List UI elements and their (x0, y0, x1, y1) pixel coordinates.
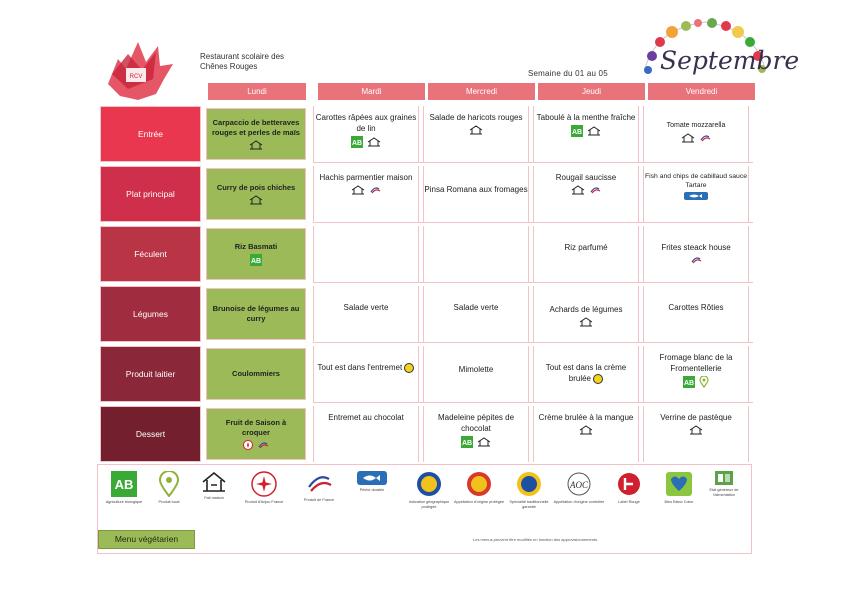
legend-item (698, 471, 750, 498)
dish-name: Achards de légumes (549, 305, 623, 314)
label-rouge-icon (616, 471, 642, 497)
dish-name: Mimolette (458, 365, 494, 374)
category-label: Légumes (133, 309, 168, 319)
france-icon (257, 440, 269, 450)
school-name (200, 52, 284, 72)
dish-name: Curry de pois chiches (216, 183, 296, 192)
house-icon (201, 471, 227, 493)
dish-name: Frites steack house (661, 243, 731, 252)
school-name-line2: Chênes Rouges (200, 62, 258, 71)
vegetarian-menu-button[interactable]: Menu végétarien (98, 530, 195, 549)
dish-dessert-jeudi (533, 406, 639, 462)
house-icon (571, 185, 585, 195)
legend-label: Fait maison (204, 496, 224, 500)
fish-icon (357, 471, 387, 485)
day-header-mercredi: Mercredi (428, 83, 535, 100)
dish-legumes-vendredi (643, 286, 749, 342)
category-label: Produit laitier (125, 369, 176, 379)
legend-label: Bleu Blanc Cœur (664, 500, 694, 504)
dish-name: Fromage blanc de la Fromentellerie (659, 353, 733, 373)
dish-feculent-jeudi (533, 226, 639, 282)
legend-label: Spécialité traditionnelle garantie (509, 500, 549, 509)
local-pin-icon (699, 376, 709, 388)
house-icon (681, 133, 695, 143)
house-icon (579, 425, 593, 435)
svg-text:AB: AB (571, 129, 583, 136)
category-entree (100, 106, 201, 162)
house-icon (249, 140, 263, 150)
dish-feculent-lundi (206, 228, 306, 280)
row-divider (313, 282, 753, 283)
dish-name: Riz parfumé (564, 243, 608, 252)
dish-plat-lundi (206, 168, 306, 220)
restaurant-logo (98, 34, 198, 104)
dish-entree-jeudi (533, 106, 639, 162)
france-icon (699, 133, 711, 143)
france-icon (369, 185, 381, 195)
school-name-line1: Restaurant scolaire des (200, 52, 285, 61)
house-icon (477, 437, 491, 447)
legend-item (188, 471, 240, 501)
dish-name: Hachis parmentier maison (319, 173, 413, 182)
dish-name: Entremet au chocolat (328, 413, 404, 422)
legend-label: Appellation d'origine contrôlée (553, 500, 605, 504)
category-label: Féculent (134, 249, 167, 259)
egalim-icon (715, 471, 733, 485)
svg-text:AB: AB (683, 380, 695, 387)
dish-laitier-mardi (313, 346, 419, 402)
legend-note: Les menus peuvent être modifiés en fonction des approvisionnements. (473, 537, 599, 542)
row-divider (313, 342, 753, 343)
legend-item (293, 471, 345, 503)
logo-text: RCV (129, 74, 143, 80)
france-icon (690, 255, 702, 265)
fish-icon (684, 192, 708, 200)
house-icon (367, 137, 381, 147)
dish-name: Rougail saucisse (555, 173, 617, 182)
day-header-jeudi: Jeudi (538, 83, 645, 100)
dish-laitier-lundi (206, 348, 306, 400)
local-pin-icon (158, 471, 180, 497)
legend-item (346, 471, 398, 493)
dish-feculent-vendredi (643, 226, 749, 282)
dish-name: Pinsa Romana aux fromages (424, 185, 528, 194)
dish-name: Salade verte (343, 302, 389, 312)
dish-dessert-mardi (313, 406, 419, 462)
dish-name: Riz Basmati (234, 242, 278, 251)
legend-label: Indication géographique protégée (408, 500, 450, 509)
dish-name: Salade verte (453, 302, 499, 312)
france-icon (306, 471, 332, 495)
dish-name: Tomate mozzarella (666, 122, 726, 129)
legend (97, 464, 752, 554)
house-icon (469, 125, 483, 135)
category-label: Dessert (135, 429, 166, 439)
dish-laitier-jeudi (533, 346, 639, 402)
month-title: Septembre (660, 46, 800, 75)
anjou-icon (243, 440, 253, 450)
france-icon (589, 185, 601, 195)
dish-name: Tout est dans la crème brulée (545, 363, 627, 383)
dish-plat-jeudi (533, 166, 639, 222)
category-feculent (100, 226, 201, 282)
dish-name: Tout est dans l'entremet (318, 362, 415, 373)
dish-plat-vendredi (643, 166, 749, 222)
legend-label: Agriculture biologique (105, 500, 143, 504)
dish-legumes-lundi (206, 288, 306, 340)
stg-icon (516, 471, 542, 497)
row-divider (313, 162, 753, 163)
dish-laitier-vendredi (643, 346, 749, 402)
legend-label: Pêche durable (359, 488, 385, 492)
dish-name: Verrine de pastèque (660, 413, 732, 422)
dish-name: Carottes râpées aux graines de lin (315, 113, 417, 133)
dish-feculent-mardi (313, 226, 419, 282)
legend-label: Produit d'Anjou France (244, 500, 284, 504)
dish-name: Brunoise de légumes au curry (212, 304, 300, 323)
dish-feculent-mercredi (423, 226, 529, 282)
ab-icon (111, 471, 137, 497)
dish-entree-vendredi (643, 106, 749, 162)
legend-label: Produit local (158, 500, 180, 504)
legend-label: Label Rouge (618, 500, 640, 504)
category-label: Entrée (137, 129, 164, 139)
legend-item (453, 471, 505, 505)
week-label: Semaine du 01 au 05 (528, 69, 608, 78)
ab-icon (351, 136, 363, 148)
house-icon (249, 195, 263, 205)
legend-label: Appellation d'origine protégée (453, 500, 505, 504)
category-produit-laitier (100, 346, 201, 402)
ab-icon (461, 436, 473, 448)
dish-name: Coulommiers (232, 369, 280, 378)
dish-dessert-vendredi (643, 406, 749, 462)
dish-legumes-mercredi (423, 286, 529, 342)
category-label: Plat principal (126, 189, 175, 199)
dish-entree-lundi (206, 108, 306, 160)
dish-name: Crème brulée à la mangue (538, 413, 634, 422)
dish-dessert-lundi (206, 408, 306, 460)
category-dessert (100, 406, 201, 462)
legend-item (403, 471, 455, 510)
category-legumes (100, 286, 201, 342)
day-header-mardi: Mardi (318, 83, 425, 100)
ab-icon (571, 125, 583, 137)
dish-name: Carpaccio de betteraves rouges et perles de maïs (212, 118, 300, 137)
row-divider (313, 402, 753, 403)
dish-laitier-mercredi (423, 346, 529, 402)
dish-legumes-mardi (313, 286, 419, 342)
category-plat-principal (100, 166, 201, 222)
svg-text:AB: AB (351, 140, 363, 147)
bleu-blanc-coeur-icon (665, 471, 693, 497)
aoc-icon (566, 471, 592, 497)
smiley-icon (404, 363, 414, 373)
dish-name: Taboulé à la menthe fraîche (536, 113, 636, 122)
dish-name: Madeleine pépites de chocolat (437, 413, 515, 433)
legend-item (603, 471, 655, 505)
dish-legumes-jeudi (533, 286, 639, 342)
legend-item (503, 471, 555, 510)
dish-plat-mardi (313, 166, 419, 222)
legend-label: Etat généreux de l'alimentation (709, 488, 739, 497)
svg-text:AB: AB (250, 258, 262, 265)
house-icon (351, 185, 365, 195)
dish-plat-mercredi (423, 166, 529, 222)
ab-icon (250, 254, 262, 266)
house-icon (689, 425, 703, 435)
dish-name: Carottes Rôties (668, 302, 724, 312)
dish-name: Salade de haricots rouges (429, 113, 523, 122)
dish-name: Fish and chips de cabillaud sauce Tartare (644, 173, 748, 189)
dish-name: Fruit de Saison à croquer (225, 418, 287, 437)
dish-dessert-mercredi (423, 406, 529, 462)
row-divider (313, 222, 753, 223)
aop-icon (466, 471, 492, 497)
dish-entree-mardi (313, 106, 419, 162)
legend-label: Produit de France (303, 498, 335, 502)
house-icon (579, 317, 593, 327)
svg-text:AOC: AOC (570, 480, 588, 490)
dish-entree-mercredi (423, 106, 529, 162)
anjou-icon (251, 471, 277, 497)
igp-icon (416, 471, 442, 497)
day-header-vendredi: Vendredi (648, 83, 755, 100)
legend-item (553, 471, 605, 505)
day-header-lundi: Lundi (208, 83, 306, 100)
smiley-icon (593, 374, 603, 384)
svg-text:AB: AB (461, 440, 473, 447)
legend-item (238, 471, 290, 505)
house-icon (587, 126, 601, 136)
ab-icon (683, 376, 695, 388)
svg-text:AB: AB (114, 477, 134, 492)
